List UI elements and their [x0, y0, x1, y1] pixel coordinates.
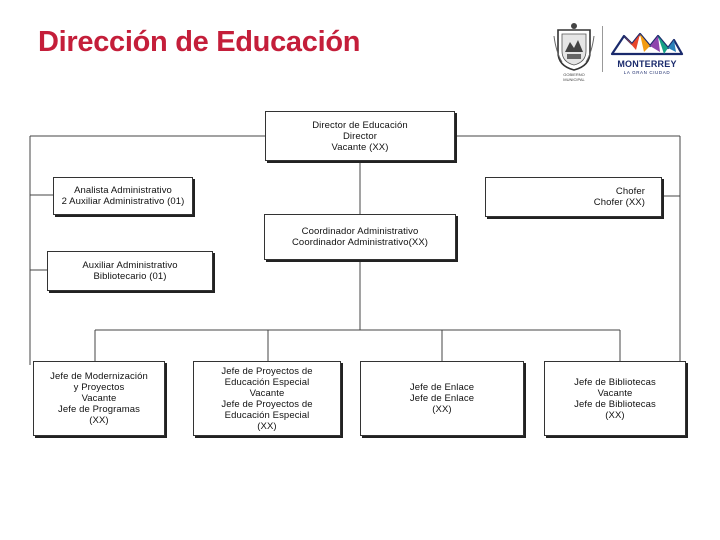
node-jefe-modernizacion-line5: (XX) [89, 415, 109, 426]
node-director-title: Director de Educación [312, 119, 408, 131]
node-jefe-proyectos-line5: Educación Especial [224, 409, 310, 421]
node-jefe-proyectos-line3: Vacante [249, 387, 285, 399]
node-jefe-bibliotecas-line2: Vacante [597, 387, 633, 399]
node-jefe-bibliotecas-line1: Jefe de Bibliotecas [574, 376, 656, 388]
node-analista [53, 177, 193, 215]
node-director-position: Director [342, 130, 378, 142]
node-auxiliar [47, 251, 213, 291]
node-jefe-enlace [360, 361, 524, 436]
node-coordinador [264, 214, 456, 260]
node-coordinador-position: Coordinador Administrativo(XX) [291, 237, 429, 248]
node-coordinador-title: Coordinador Administrativo [301, 226, 419, 237]
brand-tagline: LA GRAN CIUDAD [623, 70, 671, 75]
node-jefe-modernizacion-line4: Jefe de Programas [58, 404, 140, 415]
node-jefe-enlace-line1: Jefe de Enlace [409, 382, 475, 393]
node-director [265, 111, 455, 161]
node-director-status: Vacante (XX) [331, 141, 389, 153]
node-auxiliar-title: Auxiliar Administrativo [82, 260, 178, 271]
node-jefe-bibliotecas [544, 361, 686, 436]
node-chofer [485, 177, 662, 217]
node-jefe-proyectos-line6: (XX) [257, 420, 277, 432]
node-analista-title: Analista Administrativo [74, 185, 172, 196]
node-jefe-enlace-line3: (XX) [432, 404, 452, 415]
node-chofer-title: Chofer [615, 186, 645, 197]
node-jefe-proyectos-line4: Jefe de Proyectos de [221, 398, 313, 410]
node-jefe-modernizacion-line2: y Proyectos [73, 382, 125, 393]
page-title: Dirección de Educación [38, 26, 361, 58]
node-jefe-bibliotecas-line3: Jefe de Bibliotecas [574, 398, 656, 410]
node-jefe-proyectos-line2: Educación Especial [224, 376, 310, 388]
node-jefe-modernizacion [33, 361, 165, 436]
node-jefe-modernizacion-line1: Jefe de Modernización [50, 371, 148, 382]
node-chofer-position: Chofer (XX) [593, 197, 645, 208]
node-auxiliar-position: Bibliotecario (01) [93, 271, 167, 282]
node-analista-position: 2 Auxiliar Administrativo (01) [61, 196, 185, 207]
seal-caption: GOBIERNO MUNICIPAL [563, 72, 585, 82]
node-jefe-modernizacion-line3: Vacante [81, 393, 117, 404]
brand-name: MONTERREY [617, 59, 677, 69]
node-jefe-bibliotecas-line4: (XX) [605, 409, 625, 421]
node-jefe-proyectos [193, 361, 341, 436]
node-jefe-proyectos-line1: Jefe de Proyectos de [221, 365, 313, 377]
node-jefe-enlace-line2: Jefe de Enlace [409, 393, 475, 404]
